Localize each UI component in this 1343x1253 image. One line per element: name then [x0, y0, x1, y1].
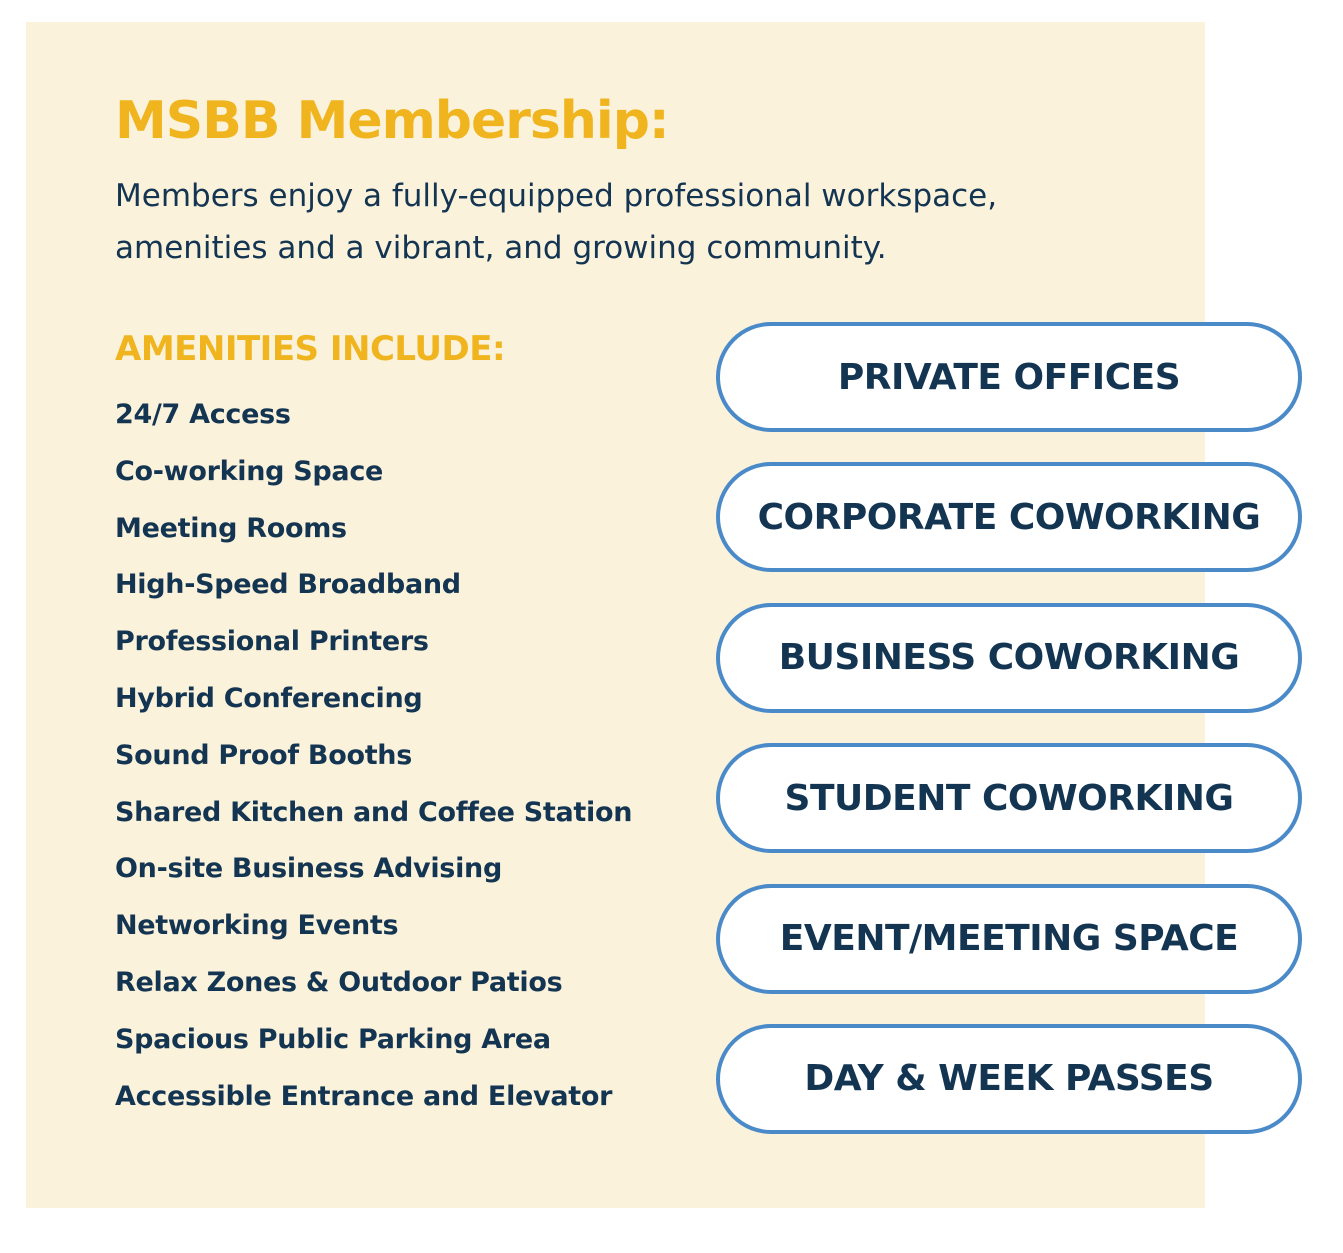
amenity-item: Shared Kitchen and Coffee Station: [115, 796, 633, 828]
option-label: EVENT/MEETING SPACE: [779, 918, 1239, 960]
amenity-item: Professional Printers: [115, 626, 429, 658]
amenity-item: Networking Events: [115, 910, 399, 942]
option-label: CORPORATE COWORKING: [757, 496, 1261, 538]
option-label: PRIVATE OFFICES: [837, 356, 1181, 398]
intro-text: [115, 170, 1195, 274]
option-label: STUDENT COWORKING: [784, 777, 1234, 819]
event-meeting-space-button[interactable]: [716, 884, 1302, 994]
intro-line-1: Members enjoy a fully-equipped professional workspace,: [115, 178, 998, 214]
amenity-item: High-Speed Broadband: [115, 569, 461, 601]
option-label: DAY & WEEK PASSES: [804, 1058, 1214, 1100]
private-offices-button[interactable]: [716, 322, 1302, 432]
student-coworking-button[interactable]: [716, 743, 1302, 853]
amenity-item: On-site Business Advising: [115, 853, 502, 885]
intro-line-2: amenities and a vibrant, and growing community.: [115, 230, 887, 266]
corporate-coworking-button[interactable]: [716, 462, 1302, 572]
page-title: MSBB Membership:: [115, 91, 669, 151]
day-week-passes-button[interactable]: [716, 1024, 1302, 1134]
amenity-item: Relax Zones & Outdoor Patios: [115, 966, 563, 998]
amenity-item: Meeting Rooms: [115, 512, 347, 544]
amenity-item: 24/7 Access: [115, 399, 291, 430]
amenity-item: Sound Proof Booths: [115, 739, 412, 771]
amenity-item: Spacious Public Parking Area: [115, 1023, 551, 1055]
option-label: BUSINESS COWORKING: [778, 637, 1240, 679]
business-coworking-button[interactable]: [716, 603, 1302, 713]
amenities-heading: AMENITIES INCLUDE:: [115, 329, 506, 369]
membership-options: [716, 322, 1302, 1164]
amenity-item: Accessible Entrance and Elevator: [115, 1080, 613, 1112]
amenity-item: Co-working Space: [115, 455, 384, 487]
amenity-item: Hybrid Conferencing: [115, 682, 423, 714]
amenities-list: [115, 387, 632, 1125]
